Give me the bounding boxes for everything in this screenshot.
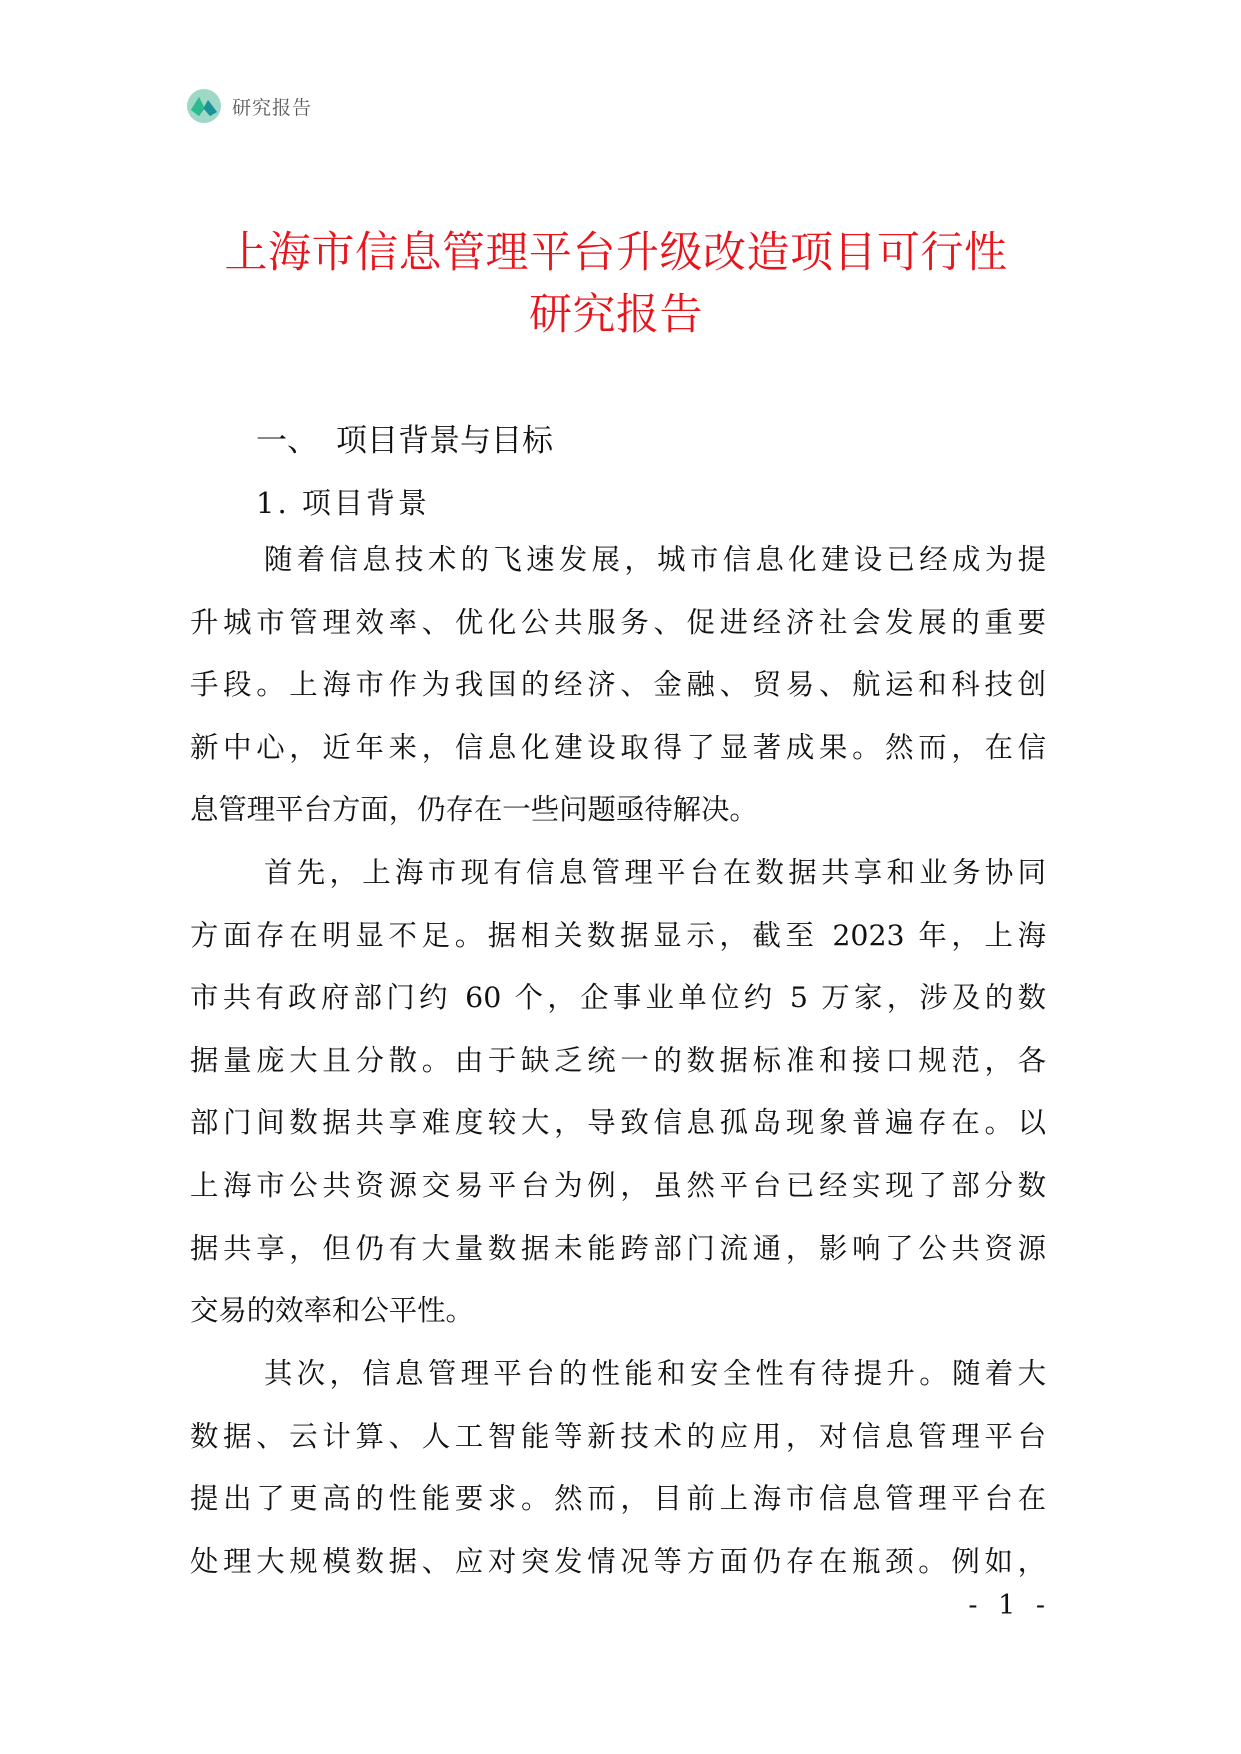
paragraph-line: 市共有政府部门约 60 个，企事业单位约 5 万家，涉及的数 [190,981,1046,1015]
paragraph-line: 手段。上海市作为我国的经济、金融、贸易、航运和科技创 [190,668,1046,702]
paragraph-line: 数据、云计算、人工智能等新技术的应用，对信息管理平台 [190,1419,1046,1453]
paragraph-line: 交易的效率和公平性。 [190,1294,474,1328]
paragraph-line: 其次，信息管理平台的性能和安全性有待提升。随着大 [264,1357,1046,1390]
paragraph-3 [190,1343,1046,1593]
paragraph-line: 上海市公共资源交易平台为例，虽然平台已经实现了部分数 [190,1168,1046,1202]
paragraph-line: 部门间数据共享难度较大，导致信息孤岛现象普遍存在。以 [190,1106,1046,1140]
paragraph-line: 随着信息技术的飞速发展，城市信息化建设已经成为提 [264,543,1046,576]
report-logo-icon [186,88,222,124]
document-title-line-1: 上海市信息管理平台升级改造项目可行性 [224,228,1008,278]
paragraph-1 [190,529,1046,842]
document-title-line-2: 研究报告 [529,290,703,340]
paragraph-line: 首先，上海市现有信息管理平台在数据共享和业务协同 [264,856,1046,889]
section-heading-text: 项目背景与目标 [336,423,553,459]
paragraph-line: 据量庞大且分散。由于缺乏统一的数据标准和接口规范，各 [190,1043,1046,1077]
document-title [186,222,1046,346]
page-number: - 1 - [968,1590,1051,1621]
paragraph-line: 处理大规模数据、应对突发情况等方面仍存在瓶颈。例如， [190,1544,1046,1578]
paragraph-2 [190,842,1046,1343]
paragraph-line: 提出了更高的性能要求。然而，目前上海市信息管理平台在 [190,1482,1046,1516]
paragraph-line: 据共享，但仍有大量数据未能跨部门流通，影响了公共资源 [190,1231,1046,1265]
section-heading [256,418,553,464]
section-number: 一、 [256,423,318,459]
subsection-heading: 1. 项目背景 [256,486,430,520]
document-header [186,88,312,124]
paragraph-line: 升城市管理效率、优化公共服务、促进经济社会发展的重要 [190,605,1046,639]
paragraph-line: 方面存在明显不足。据相关数据显示，截至 2023 年，上海 [190,918,1046,952]
header-label: 研究报告 [232,96,313,119]
paragraph-line: 新中心，近年来，信息化建设取得了显著成果。然而，在信 [190,730,1046,764]
paragraph-line: 息管理平台方面，仍存在一些问题亟待解决。 [190,793,758,827]
